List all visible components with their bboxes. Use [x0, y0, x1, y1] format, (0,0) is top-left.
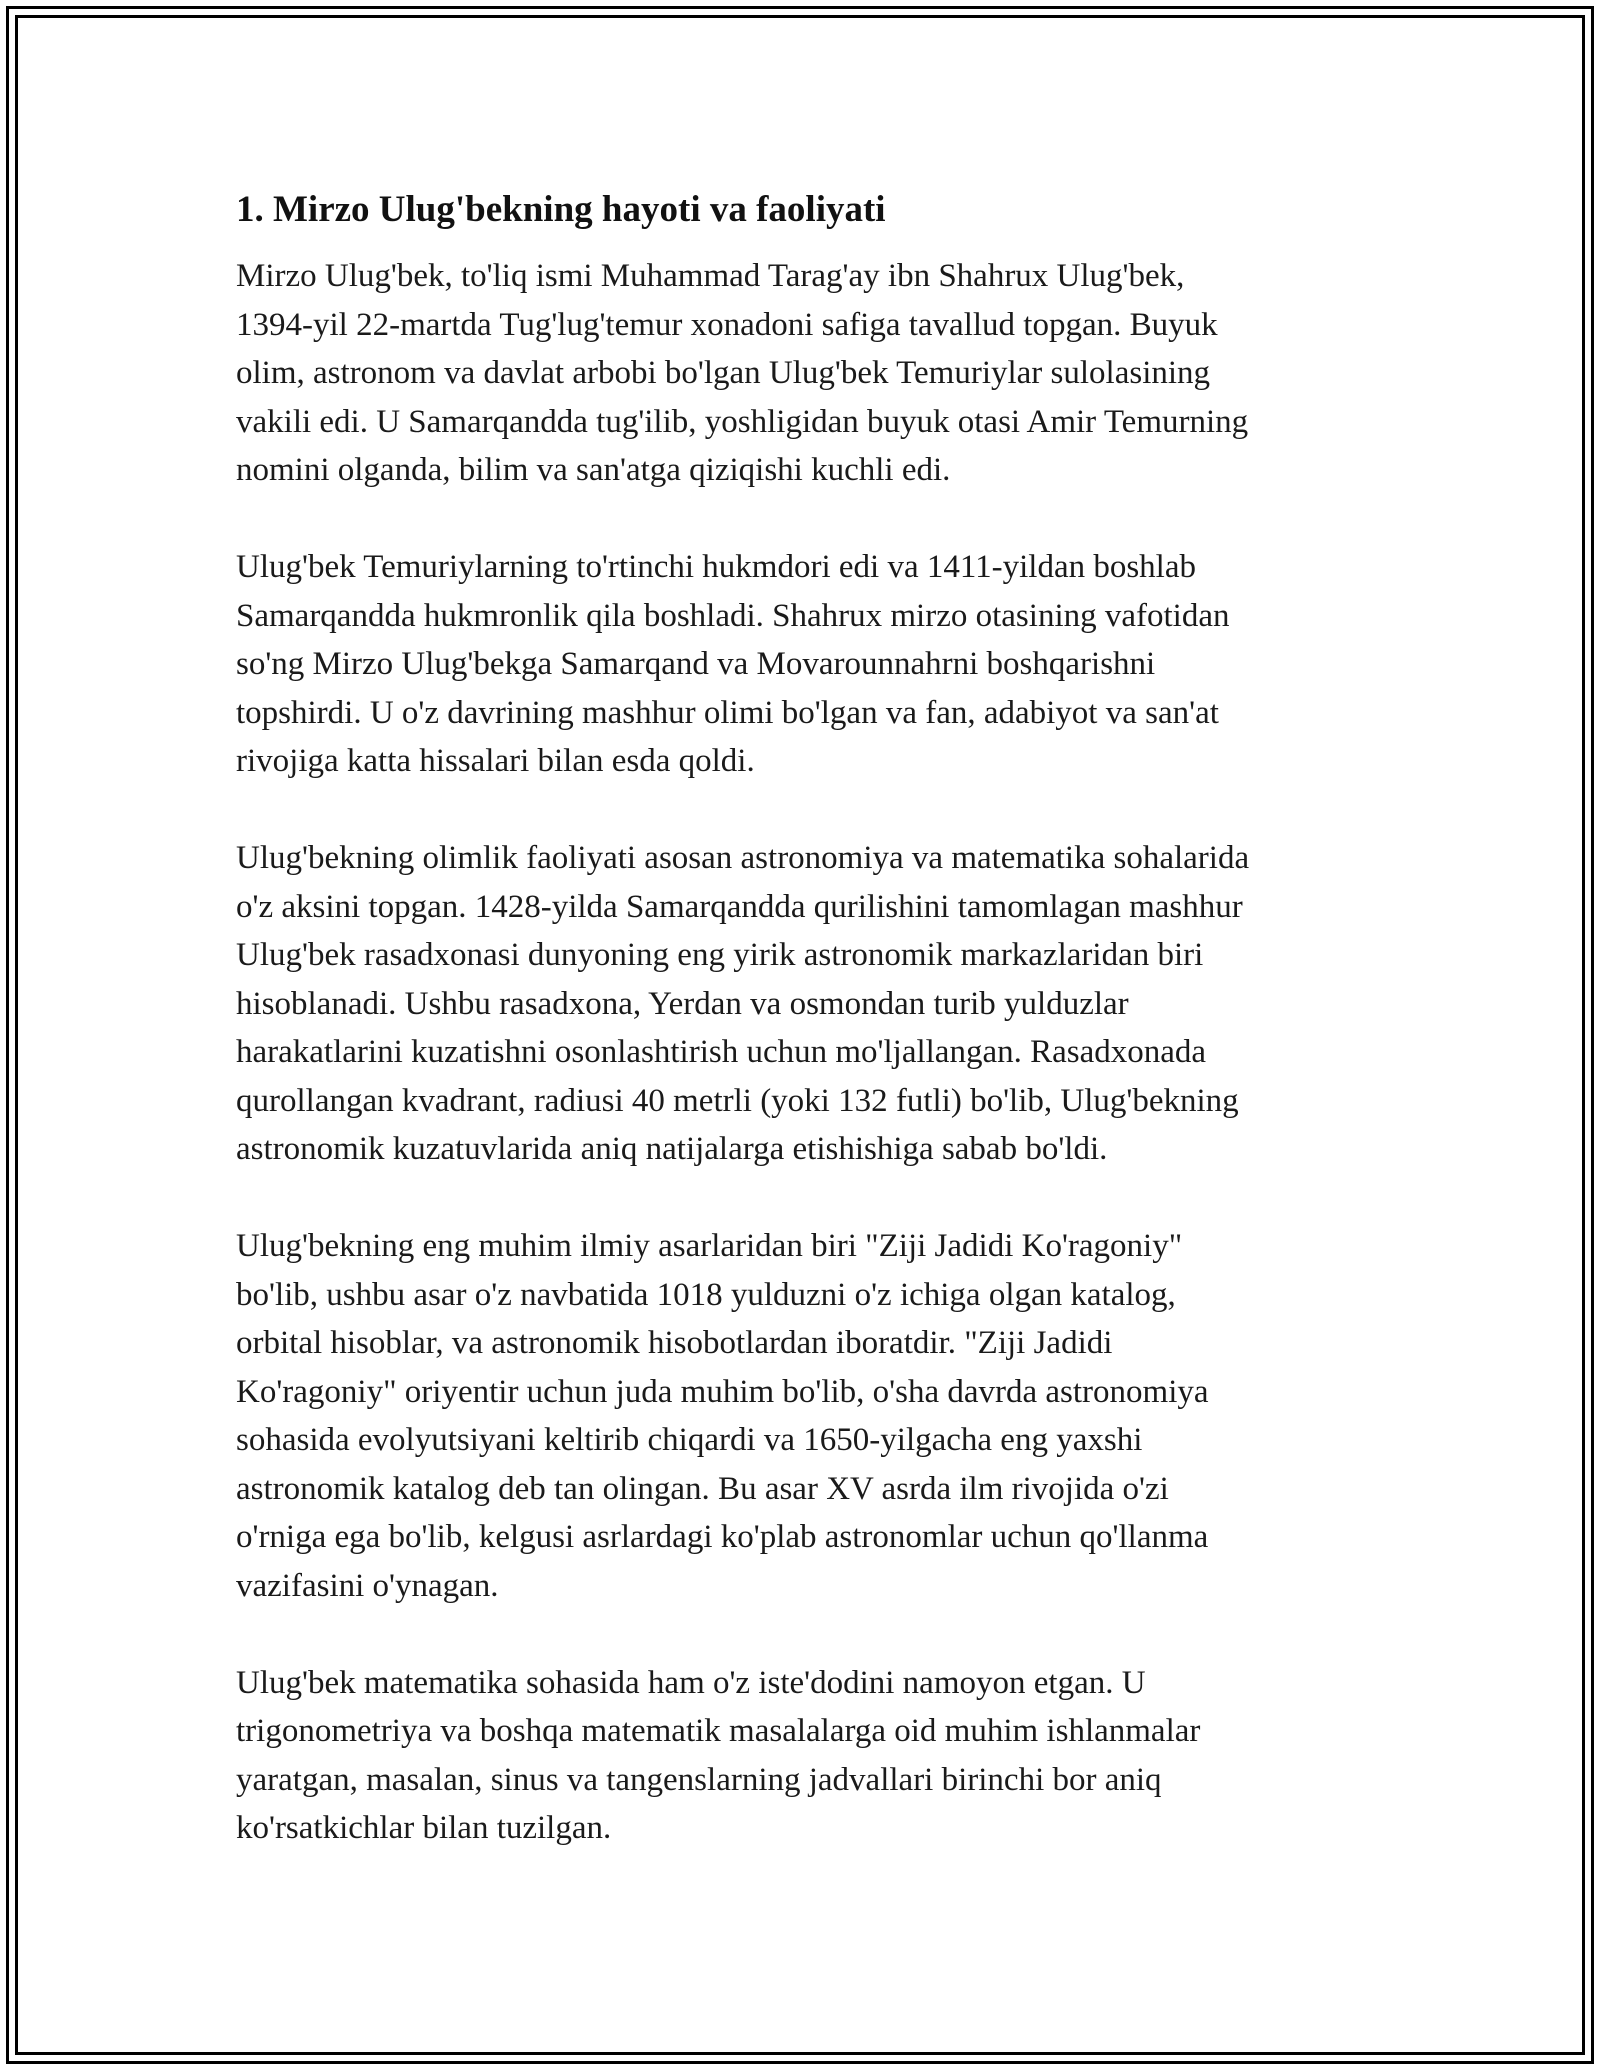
body-paragraph [236, 1222, 1386, 1610]
paragraph-line: ko'rsatkichlar bilan tuzilgan. [236, 1810, 612, 1846]
paragraph-line: topshirdi. U o'z davrining mashhur olimi bo'lgan va fan, adabiyot va san'at [236, 694, 1219, 731]
body-paragraph [236, 834, 1386, 1174]
paragraph-line: Ulug'bek rasadxonasi dunyoning eng yirik astronomik markazlaridan biri [236, 937, 1204, 973]
body-paragraph [236, 252, 1386, 495]
paragraph-line: hisoblanadi. Ushbu rasadxona, Yerdan va osmondan turib yulduzlar [236, 985, 1129, 1022]
paragraph-line: orbital hisoblar, va astronomik hisobotlardan iboratdir. "Ziji Jadidi [236, 1325, 1113, 1361]
paragraph-line: harakatlarini kuzatishni osonlashtirish uchun mo'ljallangan. Rasadxonada [236, 1034, 1207, 1070]
paragraph-line: Ko'ragoniy" oriyentir uchun juda muhim bo'lib, o'sha davrda astronomiya [236, 1373, 1209, 1410]
body-paragraph [236, 1659, 1386, 1853]
section-heading: 1. Mirzo Ulug'bekning hayoti va faoliyati [236, 189, 886, 230]
body-paragraph [236, 543, 1386, 786]
paragraph-line: Ulug'bekning olimlik faoliyati asosan astronomiya va matematika sohalarida [236, 840, 1250, 876]
paragraph-line: astronomik katalog deb tan olingan. Bu asar XV asrda ilm rivojida o'zi [236, 1470, 1169, 1507]
document-body [236, 186, 1386, 1901]
paragraph-line: sohasida evolyutsiyani keltirib chiqardi va 1650-yilgacha eng yaxshi [236, 1422, 1143, 1458]
paragraph-line: yaratgan, masalan, sinus va tangenslarning jadvallari birinchi bor aniq [236, 1761, 1162, 1798]
paragraph-line: vazifasini o'ynagan. [236, 1567, 499, 1604]
paragraph-line: rivojiga katta hissalari bilan esda qoldi. [236, 743, 755, 779]
paragraph-line: astronomik kuzatuvlarida aniq natijalarga etishishiga sabab bo'ldi. [236, 1131, 1108, 1167]
paragraph-line: Mirzo Ulug'bek, to'liq ismi Muhammad Tarag'ay ibn Shahrux Ulug'bek, [236, 258, 1185, 294]
paragraph-line: trigonometriya va boshqa matematik masalalarga oid muhim ishlanmalar [236, 1713, 1201, 1749]
paragraph-line: olim, astronom va davlat arbobi bo'lgan Ulug'bek Temuriylar sulolasining [236, 355, 1211, 391]
paragraph-line: vakili edi. U Samarqandda tug'ilib, yoshligidan buyuk otasi Amir Temurning [236, 403, 1249, 440]
paragraph-line: nomini olganda, bilim va san'atga qiziqishi kuchli edi. [236, 452, 951, 488]
paragraph-line: qurollangan kvadrant, radiusi 40 metrli (yoki 132 futli) bo'lib, Ulug'bekning [236, 1082, 1239, 1119]
paragraph-line: o'rniga ega bo'lib, kelgusi asrlardagi ko'plab astronomlar uchun qo'llanma [236, 1519, 1209, 1555]
paragraph-line: Ulug'bekning eng muhim ilmiy asarlaridan biri "Ziji Jadidi Ko'ragoniy" [236, 1228, 1183, 1264]
paragraph-line: Samarqandda hukmronlik qila boshladi. Shahrux mirzo otasining vafotidan [236, 597, 1230, 634]
paragraph-line: Ulug'bek Temuriylarning to'rtinchi hukmdori edi va 1411-yildan boshlab [236, 549, 1196, 585]
paragraphs-container [236, 252, 1386, 1853]
paragraph-line: o'z aksini topgan. 1428-yilda Samarqandda qurilishini tamomlagan mashhur [236, 888, 1243, 925]
paragraph-line: 1394-yil 22-martda Tug'lug'temur xonadoni safiga tavallud topgan. Buyuk [236, 306, 1218, 343]
paragraph-line: so'ng Mirzo Ulug'bekga Samarqand va Movarounnahrni boshqarishni [236, 646, 1156, 682]
paragraph-line: bo'lib, ushbu asar o'z navbatida 1018 yulduzni o'z ichiga olgan katalog, [236, 1276, 1176, 1313]
paragraph-line: Ulug'bek matematika sohasida ham o'z iste'dodini namoyon etgan. U [236, 1664, 1146, 1701]
